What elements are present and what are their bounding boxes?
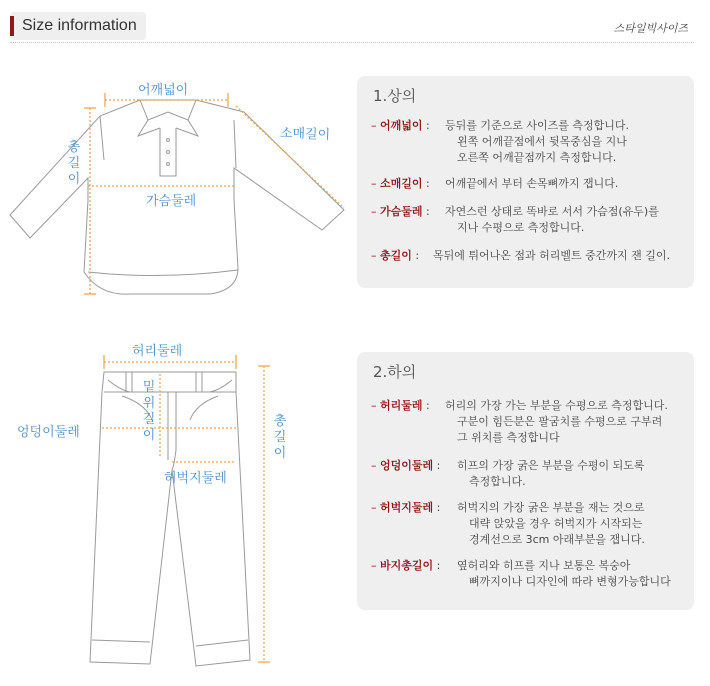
size-item-description (433, 248, 670, 264)
description-line: 왼쪽 어깨끝점에서 뒷목중심을 지나 (457, 135, 627, 148)
shirt-chest-label: 가슴둘레 (146, 194, 197, 209)
section-title: Size information (22, 17, 137, 34)
description-line: 허벅지의 가장 굵은 부분을 재는 것으로 (457, 501, 645, 514)
pants-hip-label: 엉덩이둘레 (17, 425, 80, 440)
description-line: 자연스런 상태로 똑바로 서서 가슴점(유두)를 (445, 205, 659, 218)
size-item (371, 176, 619, 192)
size-item (371, 204, 659, 234)
description-line: 오른쪽 어깨끝점까지 측정합니다. (457, 151, 617, 164)
size-item (371, 248, 670, 264)
description-line: 옆허리와 히프를 지나 보통은 복숭아 (457, 559, 631, 572)
description-line: 히프의 가장 굵은 부분을 수평이 되도록 (457, 459, 645, 472)
size-item-description (457, 500, 645, 548)
size-item-description (457, 558, 671, 590)
vertical-label-char: 이 (142, 428, 156, 443)
vertical-label-char: 길 (67, 156, 81, 171)
pants-length-label (273, 414, 287, 462)
size-item (371, 398, 668, 444)
vertical-label-char: 길 (273, 430, 287, 445)
top-size-panel (357, 76, 694, 288)
description-line: 측정합니다. (469, 475, 526, 488)
description-line: 허리의 가장 가는 부분을 수평으로 측정합니다. (445, 399, 668, 412)
size-item-label: – 총길이 : (371, 249, 420, 262)
size-item-label: – 바지총길이 : (371, 559, 441, 572)
size-item-label: – 가슴둘레 : (371, 205, 430, 218)
description-line: 경계선으로 3cm 아래부분을 잽니다. (469, 533, 645, 546)
size-item-label: – 허리둘레 : (371, 399, 430, 412)
vertical-label-char: 총 (67, 140, 81, 155)
top-panel-title: 1.상의 (373, 87, 417, 105)
size-item-description (445, 204, 659, 236)
shirt-shoulder-label: 어깨넓이 (138, 83, 189, 98)
brand-logo: 스타일빅사이즈 (613, 22, 688, 35)
description-line: 대략 앉았을 경우 허벅지가 시작되는 (469, 517, 643, 530)
pants-measure-lines (102, 355, 270, 662)
pants-thigh-label: 허벅지둘레 (164, 471, 227, 486)
description-line: 그 위치를 측정합니다 (457, 431, 560, 444)
vertical-label-char: 총 (273, 414, 287, 429)
size-item-label: – 소매길이 : (371, 177, 430, 190)
shirt-sleeve-label: 소매길이 (279, 126, 331, 143)
size-item-description (445, 118, 629, 166)
bottom-size-panel (357, 352, 694, 610)
description-line: 뼈까지이나 디자인에 따라 변형가능합니다 (469, 575, 671, 588)
pants-illustration (90, 372, 250, 666)
size-item (371, 558, 671, 588)
description-line: 어깨끝에서 부터 손목뼈까지 잽니다. (445, 177, 619, 190)
description-line: 등뒤를 기준으로 사이즈를 측정합니다. (445, 119, 630, 132)
pants-rise-label (142, 380, 156, 444)
description-line: 구분이 힘든분은 팔굼치를 수평으로 구부려 (457, 415, 663, 428)
size-item (371, 500, 645, 546)
vertical-label-char: 이 (273, 446, 287, 461)
vertical-label-char: 이 (67, 172, 81, 187)
size-item-description (445, 398, 668, 446)
vertical-label-char: 길 (142, 412, 156, 427)
bottom-panel-title: 2.하의 (373, 363, 417, 381)
size-item (371, 118, 630, 164)
size-item-label: – 어깨넓이 : (371, 119, 430, 132)
pants-waist-label: 허리둘레 (132, 344, 183, 359)
description-line: 목뒤에 튀어나온 점과 허리벨트 중간까지 잰 길이. (433, 249, 670, 262)
description-line: 지나 수평으로 측정합니다. (457, 221, 585, 234)
size-item-label: – 엉덩이둘레 : (371, 459, 441, 472)
size-item-label: – 허벅지둘레 : (371, 501, 441, 514)
size-item-description (457, 458, 645, 490)
size-item-description (445, 176, 618, 192)
shirt-length-label (67, 140, 81, 188)
vertical-label-char: 위 (142, 396, 156, 411)
size-item (371, 458, 645, 488)
vertical-label-char: 밑 (142, 380, 156, 395)
